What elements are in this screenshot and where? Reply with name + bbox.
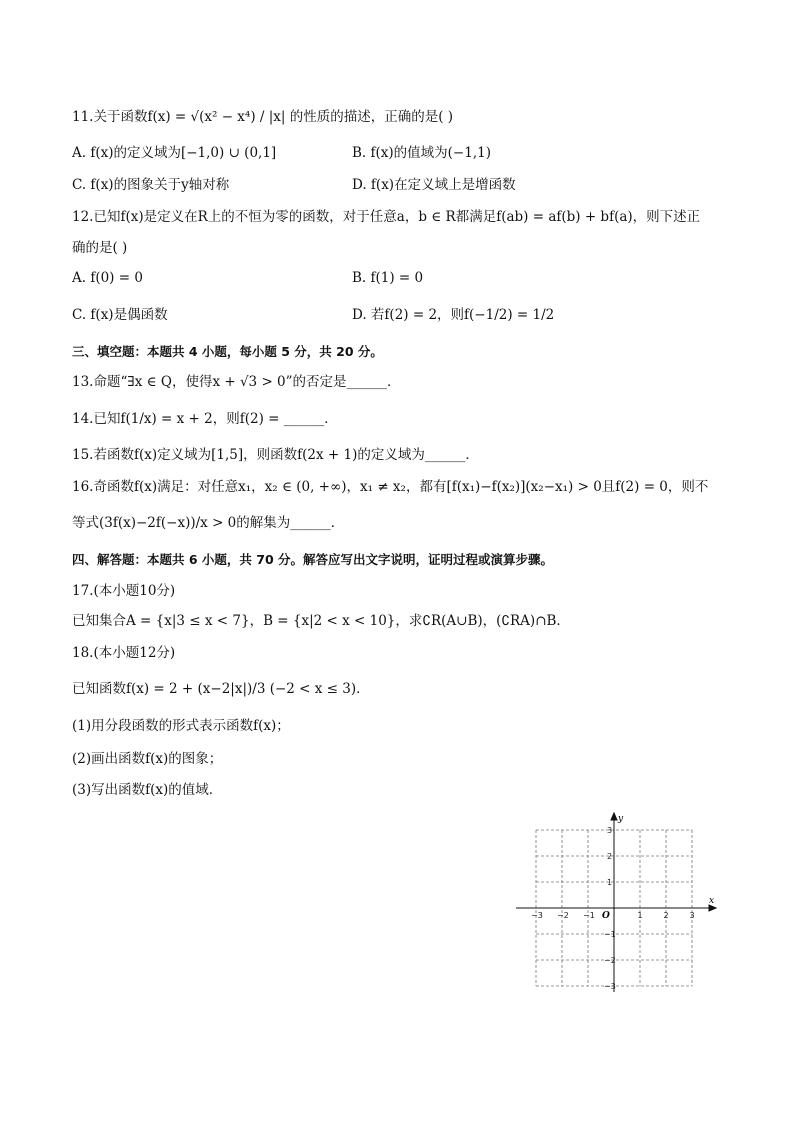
- x-tick-label: 2: [663, 911, 669, 920]
- y-tick-label: 1: [607, 878, 613, 887]
- question-18-body: 已知函数f(x) = 2 + (x−2|x|)/3 (−2 < x ≤ 3)．: [72, 681, 370, 697]
- y-tick-label: −1: [604, 930, 616, 939]
- y-tick-label: 2: [607, 852, 613, 861]
- q11-stem: 11.关于函数f(x) = √(x² − x⁴) / |x| 的性质的描述，正确的是( ): [72, 109, 454, 125]
- section-4-heading: 四、解答题：本题共 6 小题，共 70 分。解答应写出文字说明，证明过程或演算步骤。: [72, 552, 554, 567]
- x-tick-label: −2: [557, 911, 569, 920]
- question-16-line2: 等式(3f(x)−2f(−x))/x > 0的解集为______．: [72, 515, 345, 531]
- question-16-line1: 16.奇函数f(x)满足：对任意x₁，x₂ ∈ (0, +∞)，x₁ ≠ x₂，都有[f(x₁)−f(x₂)](x₂−x₁) > 0且f(2) = 0，则不: [72, 479, 709, 495]
- y-tick-label: −2: [604, 956, 616, 965]
- y-tick-label: −3: [604, 982, 616, 991]
- y-axis-arrow: [611, 813, 617, 820]
- x-tick-label: −3: [531, 911, 543, 920]
- question-18-title: 18.(本小题12分): [72, 645, 176, 661]
- question-13: 13.命题“∃x ∈ Q，使得x + √3 > 0”的否定是______．: [72, 374, 401, 390]
- q12-option-d: D. 若f(2) = 2，则f(−1/2) = 1/2: [352, 307, 555, 323]
- question-17-title: 17.(本小题10分): [72, 583, 176, 599]
- y-tick-label: 3: [607, 826, 613, 835]
- question-15: 15.若函数f(x)定义域为[1,5]，则函数f(2x + 1)的定义域为______．: [72, 447, 479, 463]
- q12-stem-line2: 确的是( ): [72, 240, 128, 256]
- section-3-heading: 三、填空题：本题共 4 小题，每小题 5 分，共 20 分。: [72, 344, 383, 359]
- q11-option-c: C. f(x)的图象关于y轴对称: [72, 177, 230, 193]
- q12-option-b: B. f(1) = 0: [352, 270, 424, 286]
- question-18-part2: (2)画出函数f(x)的图象；: [72, 751, 223, 767]
- coordinate-grid: [512, 812, 722, 994]
- q11-option-a: A. f(x)的定义域为[−1,0) ∪ (0,1]: [72, 145, 277, 161]
- question-14: 14.已知f(1/x) = x + 2，则f(2) = ______．: [72, 411, 338, 427]
- question-18-part3: (3)写出函数f(x)的值域．: [72, 782, 223, 798]
- question-18-part1: (1)用分段函数的形式表示函数f(x)；: [72, 718, 290, 734]
- q12-stem-line1: 12.已知f(x)是定义在R上的不恒为零的函数，对于任意a，b ∈ R都满足f(ab) = af(b) + bf(a)，则下述正: [72, 209, 701, 225]
- y-axis-label: y: [618, 814, 624, 824]
- question-17-body: 已知集合A = {x|3 ≤ x < 7}，B = {x|2 < x < 10}，求∁R(A∪B)，(∁RA)∩B．: [72, 613, 570, 629]
- origin-label: O: [602, 911, 610, 921]
- q11-option-d: D. f(x)在定义域上是增函数: [352, 177, 516, 193]
- x-tick-label: 1: [637, 911, 643, 920]
- x-axis-label: x: [709, 896, 715, 906]
- x-tick-label: −1: [583, 911, 595, 920]
- q12-option-a: A. f(0) = 0: [72, 270, 143, 286]
- q12-option-c: C. f(x)是偶函数: [72, 307, 168, 323]
- x-tick-label: 3: [689, 911, 695, 920]
- q11-option-b: B. f(x)的值域为(−1,1): [352, 145, 491, 161]
